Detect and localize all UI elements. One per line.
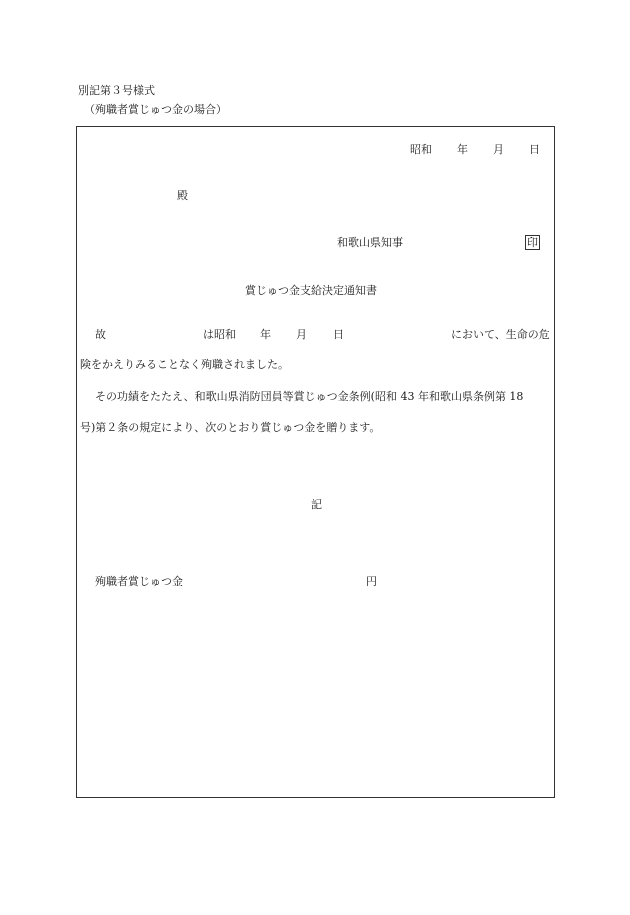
p1-year-unit: 年 [260, 328, 271, 341]
p2-line1: その功績をたたえ、和歌山県消防団員等賞じゅつ金条例(昭和 43 年和歌山県条例第 18 [95, 390, 524, 403]
p1-day-unit: 日 [333, 328, 344, 341]
deceased-label: 故 [95, 328, 106, 341]
form-subtitle: （殉職者賞じゅつ金の場合） [84, 103, 227, 116]
p1-month-unit: 月 [296, 328, 307, 341]
addressee-honorific: 殿 [177, 189, 188, 202]
date-prefix: は昭和 [203, 328, 236, 341]
award-currency: 円 [366, 575, 377, 588]
document-title: 賞じゅつ金支給決定通知書 [245, 284, 377, 297]
notice-form [76, 126, 555, 798]
date-year-unit: 年 [457, 143, 468, 156]
issuer-seal: 印 [527, 236, 538, 249]
p1-line2: 険をかえりみることなく殉職されました。 [80, 358, 289, 371]
date-month-unit: 月 [493, 143, 504, 156]
date-era: 昭和 [410, 143, 432, 156]
clause-end: において、生命の危 [451, 328, 550, 341]
award-label: 殉職者賞じゅつ金 [95, 575, 183, 588]
issuer-title: 和歌山県知事 [337, 236, 403, 249]
p2-line2: 号)第２条の規定により、次のとおり賞じゅつ金を贈ります。 [80, 421, 381, 434]
form-number: 別記第３号様式 [78, 84, 155, 97]
record-heading: 記 [311, 498, 322, 511]
date-day-unit: 日 [529, 143, 540, 156]
